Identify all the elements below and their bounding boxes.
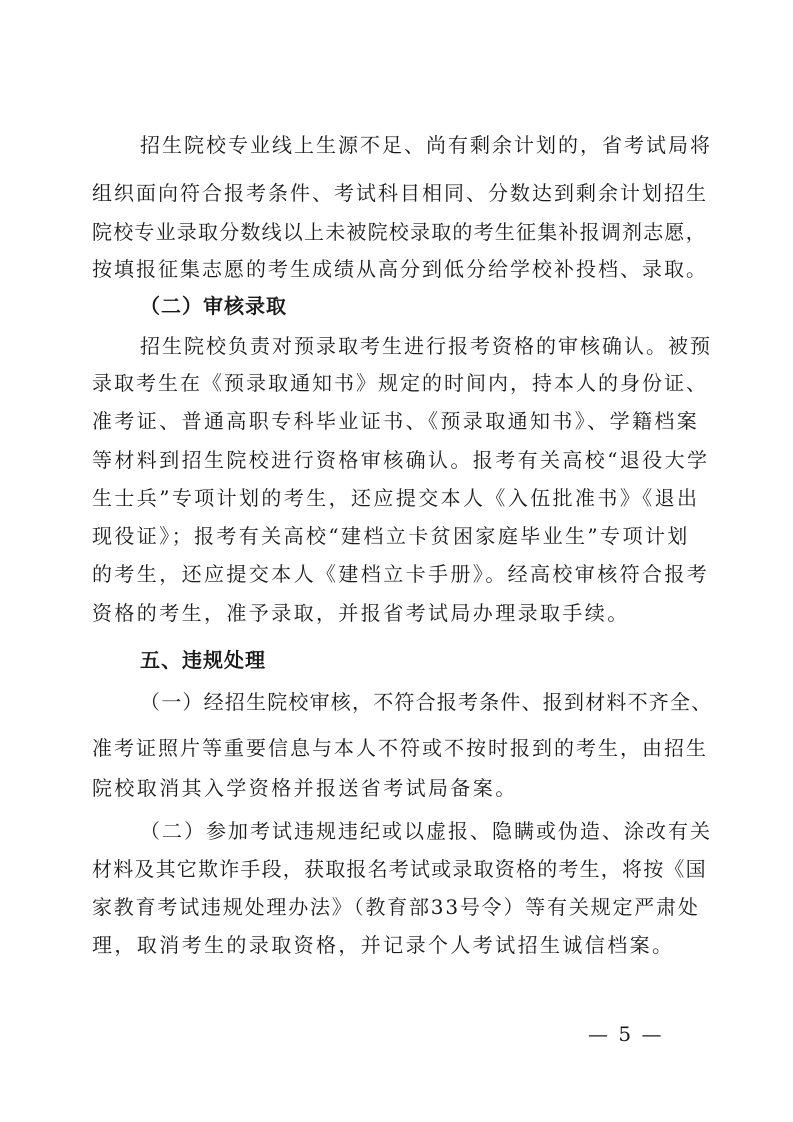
paragraph-line: 生士兵”专项计划的考生，还应提交本人《入伍批准书》《退出 [92, 486, 700, 510]
page-number: — 5 — [588, 1022, 664, 1046]
paragraph-line: 院校专业录取分数线以上未被院校录取的考生征集补报调剂志愿， [92, 220, 707, 244]
paragraph-line: 院校取消其入学资格并报送省考试局备案。 [92, 776, 518, 800]
paragraph-line: 家教育考试违规处理办法》（教育部33号令）等有关规定严肃处 [92, 895, 700, 919]
paragraph-line: （一）经招生院校审核，不符合报考条件、报到材料不齐全、 [140, 690, 713, 714]
paragraph-line: 准考证照片等重要信息与本人不符或不按时报到的考生，由招生 [92, 736, 708, 760]
section-heading: （二）审核录取 [140, 294, 287, 318]
paragraph-line: 准考证、普通高职专科毕业证书、《预录取通知书》、学籍档案 [92, 409, 700, 433]
paragraph-line: 理，取消考生的录取资格，并记录个人考试招生诚信档案。 [92, 933, 675, 957]
paragraph-line: 材料及其它欺诈手段，获取报名考试或录取资格的考生，将按《国 [92, 857, 707, 881]
paragraph-line: 现役证》；报考有关高校“建档立卡贫困家庭毕业生”专项计划 [92, 524, 690, 548]
paragraph-line: 资格的考生，准予录取，并报省考试局办理录取手续。 [92, 601, 630, 625]
section-heading: 五、违规处理 [140, 648, 266, 672]
paragraph-line: 录取考生在《预录取通知书》规定的时间内，持本人的身份证、 [92, 371, 708, 395]
paragraph-line: 按填报征集志愿的考生成绩从高分到低分给学校补投档、录取。 [92, 257, 708, 281]
paragraph-line: （二）参加考试违规违纪或以虚报、隐瞒或伪造、涂改有关 [140, 819, 712, 843]
paragraph-line: 组织面向符合报考条件、考试科目相同、分数达到剩余计划招生 [92, 181, 708, 205]
paragraph-line: 等材料到招生院校进行资格审核确认。报考有关高校“退役大学 [92, 448, 710, 472]
paragraph-line: 招生院校负责对预录取考生进行报考资格的审核确认。被预 [140, 334, 712, 358]
paragraph-line: 的考生，还应提交本人《建档立卡手册》。经高校审核符合报考 [92, 562, 710, 586]
paragraph-line: 招生院校专业线上生源不足、尚有剩余计划的，省考试局将 [140, 133, 712, 157]
